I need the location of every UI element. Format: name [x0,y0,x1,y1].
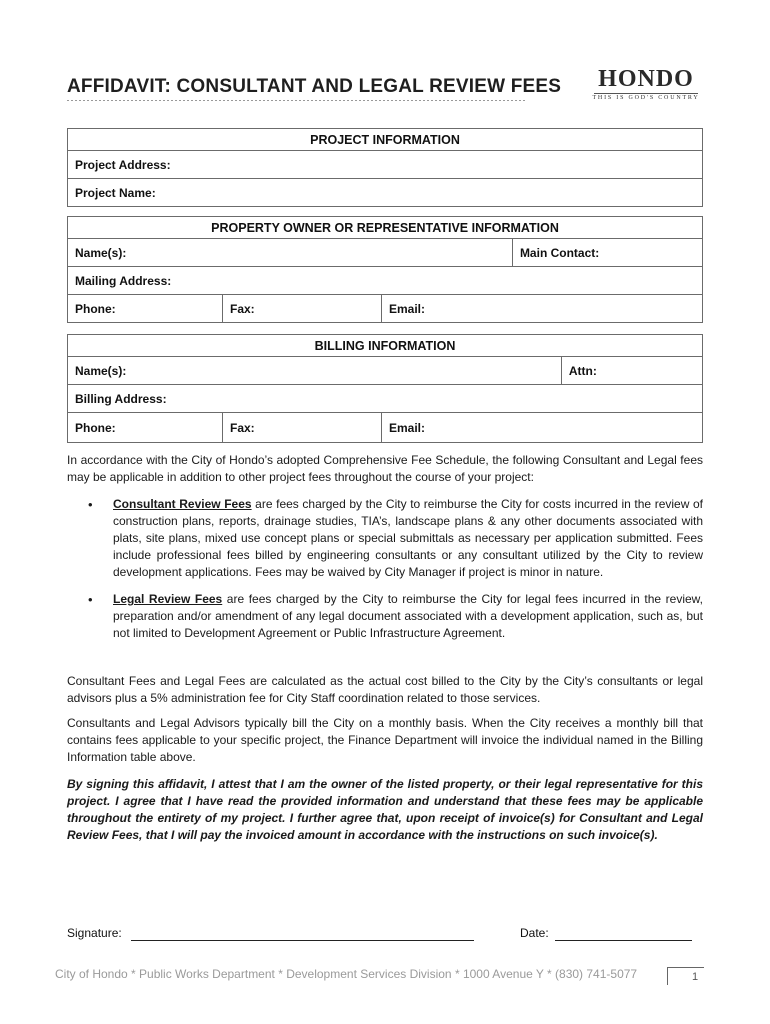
project-information-heading: PROJECT INFORMATION [68,129,703,151]
owner-fax-field[interactable]: Fax: [223,295,382,323]
footer-text: City of Hondo * Public Works Department * Development Services Division * 1000 Avenue Y * (830) 741-5077 [55,967,638,981]
logo-divider [594,93,698,94]
consultant-review-fees-term: Consultant Review Fees [113,497,252,511]
billing-attn-field[interactable]: Attn: [561,357,702,385]
owner-information-table [67,216,703,323]
hondo-logo [592,66,700,106]
owner-phone-field[interactable]: Phone: [68,295,223,323]
list-item [88,496,703,581]
list-item [88,591,703,642]
fee-list [88,496,703,652]
page-number-box [667,967,704,985]
page-title: AFFIDAVIT: CONSULTANT AND LEGAL REVIEW FEES [67,76,562,97]
signature-label: Signature: [67,926,122,940]
billing-phone-field[interactable]: Phone: [68,413,223,443]
logo-tagline: THIS IS GOD'S COUNTRY [592,95,700,101]
project-name-field[interactable]: Project Name: [68,179,703,207]
title-underline [67,100,527,101]
billing-information-table [67,334,703,443]
date-label: Date: [520,926,549,940]
owner-information-heading: PROPERTY OWNER OR REPRESENTATIVE INFORMATION [68,217,703,239]
intro-paragraph: In accordance with the City of Hondo’s adopted Comprehensive Fee Schedule, the following Consultant and Legal fees may be applicable in addition to other project fees throughout the course of your project: [67,453,703,484]
page-number: 1 [692,971,699,983]
attestation-paragraph: By signing this affidavit, I attest that I am the owner of the listed property, or their legal representative for this project. I agree that I have read the provided information and understand that these fees may be applicable throughout the entirety of my project. I further agree that, upon receipt of invoice(s) for Consultant and Legal Review Fees, that I will pay the invoiced amount in accordance with the instructions on such invoice(s). [67,777,703,842]
bullet-icon: • [88,497,93,512]
consultant-review-fees-text: are fees charged by the City to reimburse the City for costs incurred in the review of construction plans, reports, drainage studies, TIA’s, landscape plans & any other documents associated with plats, site plans, mixed use concept plans or special submittals as necessary per application submitted. Fees include professional fees billed by engineering consultants or any consultant utilized by the City to review development applications. Fees may be waived by City Manager if project is minor in nature. [113,497,703,579]
owner-names-field[interactable]: Name(s): [68,239,513,267]
signature-line[interactable] [131,940,474,941]
owner-main-contact-field[interactable]: Main Contact: [512,239,702,267]
date-line[interactable] [555,940,692,941]
logo-word: HONDO [598,66,694,92]
project-information-table [67,128,703,207]
billing-address-field[interactable]: Billing Address: [68,385,703,413]
legal-review-fees-term: Legal Review Fees [113,592,223,606]
owner-mailing-address-field[interactable]: Mailing Address: [68,267,703,295]
project-address-field[interactable]: Project Address: [68,151,703,179]
legal-review-fees-text: are fees charged by the City to reimburse the City for legal fees incurred in the review, preparation and/or amendment of any legal document associated with a development application, such as, but not limited to Development Agreement or Public Infrastructure Agreement. [113,592,703,640]
billing-information-heading: BILLING INFORMATION [68,335,703,357]
billing-process-paragraph: Consultants and Legal Advisors typically bill the City on a monthly basis. When the City receives a monthly bill that contains fees applicable to your specific project, the Finance Department will invoice the individual named in the Billing Information table above. [67,716,703,764]
billing-email-field[interactable]: Email: [382,413,703,443]
owner-email-field[interactable]: Email: [382,295,703,323]
billing-names-field[interactable]: Name(s): [68,357,562,385]
bullet-icon: • [88,592,93,607]
fee-calculation-paragraph: Consultant Fees and Legal Fees are calculated as the actual cost billed to the City by the City’s consultants or legal advisors plus a 5% administration fee for City Staff coordination related to those services. [67,674,703,705]
billing-fax-field[interactable]: Fax: [223,413,382,443]
